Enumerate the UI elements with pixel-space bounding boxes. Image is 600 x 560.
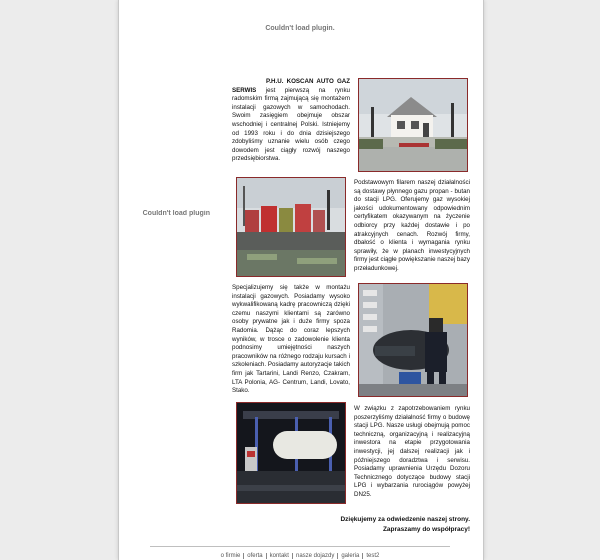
photo-trucks: [236, 177, 346, 277]
footer-link-kontakt[interactable]: kontakt: [266, 553, 292, 559]
thanks-message: [300, 515, 470, 535]
photo-workshop: [358, 283, 468, 397]
footer-link-o-firmie[interactable]: o firmie: [220, 553, 241, 559]
plugin-error-left: Couldn't load plugin: [142, 210, 210, 217]
footer-divider: [150, 546, 450, 547]
thanks-line-2: Zapraszamy do współpracy!: [382, 526, 470, 533]
footer-nav: [150, 553, 450, 559]
footer-link-galeria[interactable]: galeria: [337, 553, 362, 559]
photo-building: [358, 78, 468, 172]
intro-paragraph: [232, 78, 350, 164]
intro-text: jest pierwszą na rynku radomskim firmą zajmującą się montażem instalacji gazowych w samochodach. Swoim zasięgiem obejmuje obszar wschodniej i centralnej Polski. Istniejemy od 1993 roku i do dnia dzisiejszego zdobyliśmy uznanie wielu osób czego dowodem jest ciągły rozwój naszego przedsiębiorstwa.: [232, 86, 350, 163]
thanks-line-1: Dziękujemy za odwiedzenie naszej strony.: [340, 516, 470, 523]
company-name: P.H.U. KOSCAN AUTO GAZ SERWIS: [232, 78, 350, 94]
section-lpg-paragraph: W związku z zapotrzebowaniem rynku poszerzyliśmy działalność firmy o budowę stacji LPG. Nasze usługi obejmują pomoc techniczną, organizacyjną i realizacyjną inwestora na etapie przygotowania inwestycji, jej dalszej realizacji jak i późniejszego doradztwa i serwisu. Posiadamy uprawnienia Urzędu Dozoru Technicznego dotyczące budowy stacji LPG i wybarzania rurociągów powyżej DN25.: [354, 405, 470, 498]
section-supply-paragraph: Podstawowym filarem naszej działalności są dostawy płynnego gazu propan - butan do stacji LPG. Oferujemy gaz wysokiej jakości udokumentowany odpowiednim certyfikatem okazywanym na życzenie odbiorcy przy każdej dostawie i po atrakcyjnych cenach. Rozwój firmy, dbałość o klienta i wymagania rynku sprawiły, że w planach inwestycyjnych firmy jest ciągłe powiększanie naszej bazy przeładunkowej.: [354, 179, 470, 272]
plugin-error-top: Couldn't load plugin.: [265, 25, 335, 32]
section-installation-paragraph: Specjalizujemy się także w montażu instalacji gazowych. Posiadamy wysoko wykwalifikowaną kadrę pracowniczą dzięki czemu naszymi klientami są zarówno osoby prywatne jak i duże firmy spoza Radomia. Dążąc do coraz lepszych wyników, w trosce o zadowolenie klienta podnosimy umiejętności naszych pracowników na różnego rodzaju kursach i szkoleniach. Posiadamy autoryzacje takich firm jak Tartarini, Landi Renzo, Czakram, LTA Polonia, AG- Centrum, Landi, Lovato, Stako.: [232, 284, 350, 395]
footer-link-oferta[interactable]: oferta: [243, 553, 265, 559]
footer-link-test2[interactable]: test2: [362, 553, 382, 559]
footer-link-nasze-dojazdy[interactable]: nasze dojazdy: [292, 553, 337, 559]
photo-lpg-station: [236, 402, 346, 504]
